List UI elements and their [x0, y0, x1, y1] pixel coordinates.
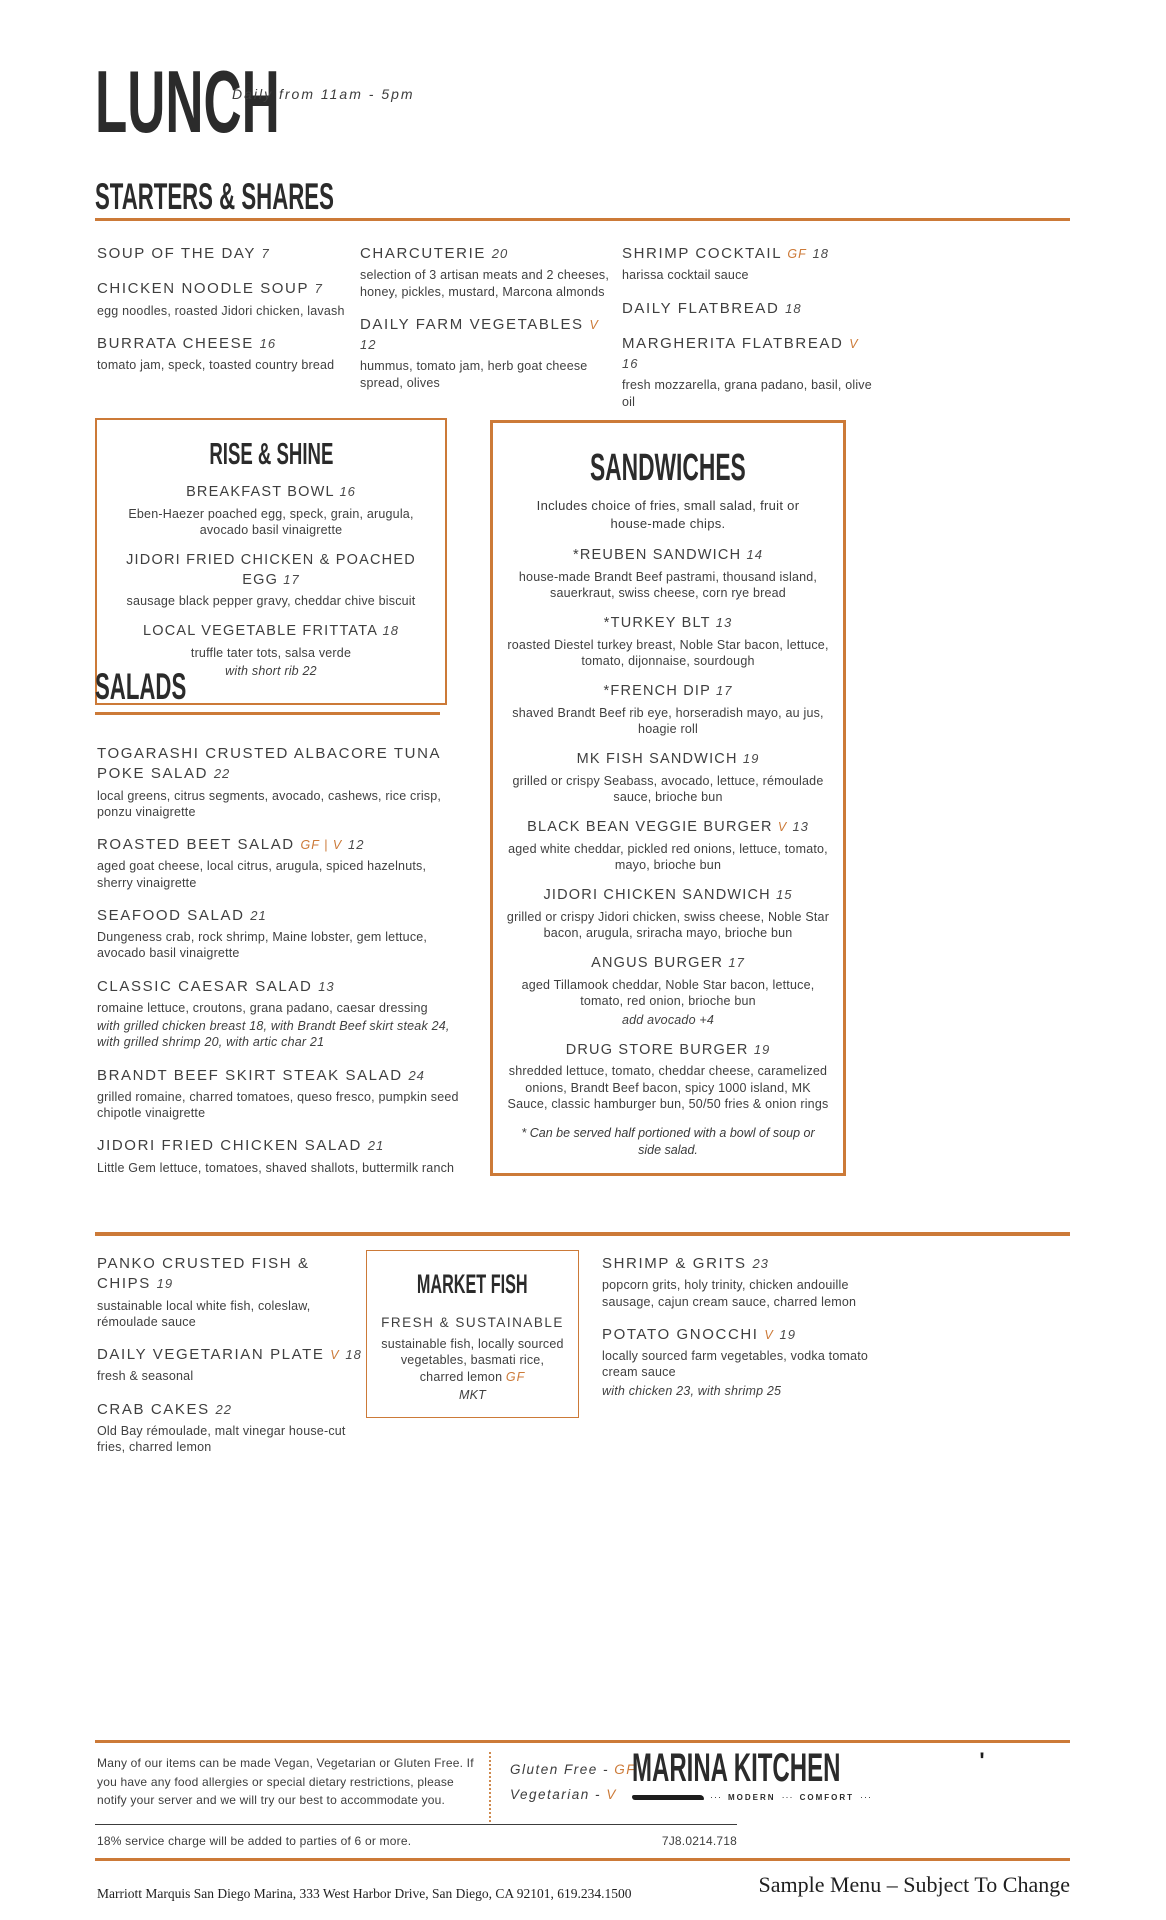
salads-list [97, 744, 465, 1191]
menu-item [97, 977, 465, 1051]
sandwiches-box [490, 420, 846, 1176]
menu-item [97, 244, 352, 264]
item-desc: locally sourced farm vegetables, vodka tomato cream sauce [602, 1349, 869, 1380]
item-name: MARGHERITA FLATBREAD [622, 334, 844, 352]
item-price: 23 [752, 1256, 769, 1271]
item-price: 18 [785, 300, 802, 316]
mains-col2 [602, 1254, 887, 1414]
item-price: 7 [314, 281, 323, 297]
menu-item [602, 1325, 887, 1399]
sandwiches-footnote: * Can be served half portioned with a bowl of soup or side salad. [521, 1126, 815, 1157]
menu-item [505, 682, 831, 737]
item-price: 21 [367, 1138, 385, 1154]
item-desc: roasted Diestel turkey breast, Noble Star bacon, lettuce, tomato, dijonnaise, sourdough [507, 637, 829, 668]
menu-item [107, 483, 435, 538]
item-price: 21 [250, 907, 267, 923]
menu-item [505, 1041, 831, 1112]
item-price: 18 [345, 1347, 362, 1362]
item-name: CLASSIC CAESAR SALAD [97, 977, 313, 995]
menu-item [97, 744, 465, 820]
menu-item [505, 614, 831, 669]
menu-item [505, 546, 831, 601]
item-desc: tomato jam, speck, toasted country bread [97, 358, 335, 372]
item-name: DAILY FLATBREAD [622, 299, 780, 317]
item-price: 16 [339, 484, 356, 499]
item-price: 17 [715, 683, 733, 699]
service-note: 18% service charge will be added to parties of 6 or more. [97, 1834, 412, 1848]
item-price: 16 [622, 356, 639, 371]
item-price: 14 [746, 547, 763, 563]
menu-hours: Daily from 11am - 5pm [232, 86, 415, 102]
item-name: ANGUS BURGER [591, 955, 724, 972]
item-desc: fresh & seasonal [97, 1369, 194, 1384]
item-desc: sustainable local white fish, coleslaw, rémoulade sauce [97, 1298, 311, 1329]
menu-item [97, 334, 352, 374]
item-price: 20 [491, 246, 509, 261]
item-name: JIDORI FRIED CHICKEN SALAD [97, 1137, 362, 1155]
item-desc: selection of 3 artisan meats and 2 cheeses, honey, pickles, mustard, Marcona almonds [360, 268, 610, 299]
starters-col1 [97, 244, 352, 388]
item-note: add avocado +4 [621, 1012, 715, 1027]
legend-vegetarian: Vegetarian - V [510, 1787, 617, 1802]
menu-item [602, 1254, 887, 1310]
item-name: CRAB CAKES [97, 1400, 210, 1418]
item-price: 22 [215, 1401, 232, 1417]
item-name: DAILY VEGETARIAN PLATE [97, 1346, 325, 1363]
sample-menu-note: Sample Menu – Subject To Change [758, 1872, 1070, 1897]
item-desc: popcorn grits, holy trinity, chicken andouille sausage, cajun cream sauce, charred lemon [602, 1278, 857, 1309]
dietary-badge: V [589, 317, 599, 332]
item-price: 19 [156, 1276, 174, 1292]
item-name: BURRATA CHEESE [97, 334, 254, 352]
menu-header [95, 52, 403, 151]
menu-item [622, 244, 877, 284]
item-name: CHICKEN NOODLE SOUP [97, 280, 309, 298]
item-price: 24 [408, 1067, 425, 1083]
footer-top-divider [95, 1740, 1070, 1743]
menu-item [107, 551, 435, 609]
section-heading-market-fish: MARKET FISH [417, 1269, 528, 1299]
market-fish-sub: FRESH & SUSTAINABLE [381, 1315, 564, 1330]
item-note: with grilled chicken breast 18, with Brandt Beef skirt steak 24, with grilled shrimp 20, with artic char 21 [97, 1019, 450, 1050]
menu-item [97, 279, 352, 319]
item-price: 12 [347, 837, 365, 852]
menu-item [360, 244, 612, 300]
item-name: SEAFOOD SALAD [97, 906, 245, 924]
item-name: ROASTED BEET SALAD [97, 836, 295, 853]
brush-stroke [632, 1795, 704, 1800]
item-desc: aged Tillamook cheddar, Noble Star bacon, lettuce, tomato, red onion, brioche bun [521, 978, 815, 1009]
item-name: POTATO GNOCCHI [602, 1325, 759, 1343]
item-price: 12 [360, 337, 377, 352]
item-price: 19 [742, 751, 760, 767]
item-desc: egg noodles, roasted Jidori chicken, lavash [97, 303, 345, 318]
item-name: DAILY FARM VEGETABLES [360, 315, 584, 333]
item-price: 19 [779, 1326, 796, 1342]
item-name: PANKO CRUSTED FISH & CHIPS [97, 1255, 310, 1293]
dietary-badge: GF [505, 1369, 526, 1384]
item-name: SOUP OF THE DAY [97, 245, 256, 262]
mains-divider [95, 1232, 1070, 1236]
item-desc: shredded lettuce, tomato, cheddar cheese, caramelized onions, Brandt Beef bacon, spicy 1000 island, MK Sauce, classic hamburger bun, 50/50 fries & onion rings [507, 1064, 829, 1111]
item-name: SHRIMP & GRITS [602, 1255, 747, 1272]
item-desc: sausage black pepper gravy, cheddar chive biscuit [126, 594, 416, 609]
service-row [97, 1834, 737, 1848]
item-price: 13 [318, 978, 335, 994]
item-desc: harissa cocktail sauce [622, 268, 749, 283]
item-desc: fresh mozzarella, grana padano, basil, olive oil [622, 378, 872, 409]
item-desc: shaved Brandt Beef rib eye, horseradish mayo, au jus, hoagie roll [512, 705, 824, 737]
item-price: 18 [812, 246, 829, 261]
item-name: *FRENCH DIP [603, 683, 711, 700]
market-fish-price: MKT [459, 1387, 486, 1402]
market-fish-desc: sustainable fish, locally sourced vegetables, basmati rice, charred lemon GF [381, 1337, 564, 1384]
item-desc: local greens, citrus segments, avocado, cashews, rice crisp, ponzu vinaigrette [97, 788, 442, 819]
mains-col1 [97, 1254, 365, 1470]
dietary-badge: V [764, 1327, 774, 1342]
item-name: JIDORI FRIED CHICKEN & POACHED EGG [126, 552, 416, 588]
item-desc: grilled romaine, charred tomatoes, queso fresco, pumpkin seed chipotle vinaigrette [97, 1089, 459, 1120]
section-heading-starters: STARTERS & SHARES [95, 176, 334, 217]
menu-item [622, 299, 877, 319]
marina-kitchen-logo [632, 1746, 985, 1802]
dietary-badge: V [777, 820, 788, 835]
item-name: BREAKFAST BOWL [186, 484, 335, 500]
section-heading-rise: RISE & SHINE [208, 436, 334, 471]
item-price: 19 [753, 1041, 771, 1057]
menu-item [97, 1066, 465, 1122]
item-name: DRUG STORE BURGER [565, 1041, 749, 1058]
menu-item [97, 1136, 465, 1176]
menu-code: 7J8.0214.718 [661, 1834, 737, 1848]
item-price: 13 [792, 819, 809, 835]
item-price: 17 [283, 571, 300, 587]
logo-tagline: ··· MODERN ··· COMFORT ··· [632, 1792, 872, 1802]
item-desc: grilled or crispy Seabass, avocado, lettuce, rémoulade sauce, brioche bun [512, 773, 824, 805]
dietary-legend [510, 1762, 636, 1812]
menu-item [360, 315, 612, 391]
menu-item [97, 835, 465, 891]
item-desc: hummus, tomato jam, herb goat cheese spread, olives [360, 359, 588, 390]
legend-divider [489, 1752, 491, 1822]
item-desc: aged goat cheese, local citrus, arugula, spiced hazelnuts, sherry vinaigrette [97, 859, 427, 890]
menu-item [505, 954, 831, 1027]
item-name: MK FISH SANDWICH [576, 751, 738, 768]
dietary-badge: V [849, 336, 859, 351]
market-fish-box [366, 1250, 579, 1418]
page-title: LUNCH [95, 52, 280, 151]
item-name: CHARCUTERIE [360, 245, 486, 262]
dietary-badge: V [330, 1348, 340, 1362]
item-name: LOCAL VEGETABLE FRITTATA [143, 623, 378, 640]
logo-brand: MARINA KITCHEN [632, 1746, 841, 1790]
item-name: TOGARASHI CRUSTED ALBACORE TUNA POKE SALAD [97, 745, 441, 783]
item-desc: Little Gem lettuce, tomatoes, shaved shallots, buttermilk ranch [97, 1160, 455, 1175]
starters-col3 [622, 244, 877, 425]
item-name: BRANDT BEEF SKIRT STEAK SALAD [97, 1066, 403, 1084]
item-desc: romaine lettuce, croutons, grana padano, caesar dressing [97, 1000, 428, 1015]
allergy-note: Many of our items can be made Vegan, Vegetarian or Gluten Free. If you have any food allergies or special dietary restrictions, please notify your server and we will try our best to accommodate you. [97, 1756, 474, 1808]
logo-mark: ' [979, 1748, 985, 1773]
menu-item [97, 1345, 365, 1385]
dietary-badge: GF | V [300, 838, 343, 852]
item-name: JIDORI CHICKEN SANDWICH [543, 887, 771, 904]
item-price: 18 [382, 623, 399, 639]
starters-col2 [360, 244, 612, 406]
item-name: BLACK BEAN VEGGIE BURGER [527, 819, 773, 836]
item-desc: truffle tater tots, salsa verde [190, 646, 352, 660]
sandwiches-intro: Includes choice of fries, small salad, fruit or house-made chips. [536, 498, 800, 531]
menu-item [505, 886, 831, 941]
item-desc: house-made Brandt Beef pastrami, thousand island, sauerkraut, swiss cheese, corn rye bread [518, 569, 818, 600]
item-name: SHRIMP COCKTAIL [622, 245, 782, 262]
item-desc: grilled or crispy Jidori chicken, swiss cheese, Noble Star bacon, arugula, sriracha mayo, brioche bun [506, 909, 830, 941]
item-desc: aged white cheddar, pickled red onions, lettuce, tomato, mayo, brioche bun [508, 841, 828, 873]
item-desc: Eben-Haezer poached egg, speck, grain, arugula, avocado basil vinaigrette [128, 506, 414, 537]
legend-gluten-free: Gluten Free - GF [510, 1762, 637, 1777]
section-heading-sandwiches: SANDWICHES [590, 447, 746, 489]
section-heading-salads: SALADS [95, 666, 187, 707]
rise-and-shine-box [95, 418, 447, 705]
item-name: *REUBEN SANDWICH [573, 547, 742, 564]
footer-bottom-divider [95, 1858, 1070, 1861]
menu-item [622, 334, 877, 410]
dietary-badge: GF [787, 247, 807, 261]
item-note: with chicken 23, with shrimp 25 [602, 1383, 782, 1398]
gf-code: GF [614, 1762, 637, 1777]
item-price: 7 [261, 246, 270, 261]
item-name: *TURKEY BLT [603, 615, 711, 632]
salads-divider [95, 712, 440, 715]
item-price: 13 [715, 615, 733, 631]
menu-item [505, 818, 831, 873]
item-desc: Dungeness crab, rock shrimp, Maine lobster, gem lettuce, avocado basil vinaigrette [97, 930, 428, 961]
item-price: 16 [259, 335, 277, 351]
menu-item [97, 1400, 365, 1456]
item-price: 15 [776, 887, 793, 903]
item-note: with short rib 22 [225, 664, 317, 679]
service-divider [95, 1824, 737, 1825]
menu-item [97, 906, 465, 962]
starters-divider [95, 218, 1070, 221]
menu-item [505, 750, 831, 805]
address-line: Marriott Marquis San Diego Marina, 333 West Harbor Drive, San Diego, CA 92101, 619.234.1500 [97, 1886, 632, 1901]
item-price: 17 [728, 955, 745, 971]
item-desc: Old Bay rémoulade, malt vinegar house-cut fries, charred lemon [97, 1423, 346, 1454]
item-price: 22 [213, 766, 231, 782]
menu-item [97, 1254, 365, 1330]
v-code: V [606, 1787, 617, 1802]
